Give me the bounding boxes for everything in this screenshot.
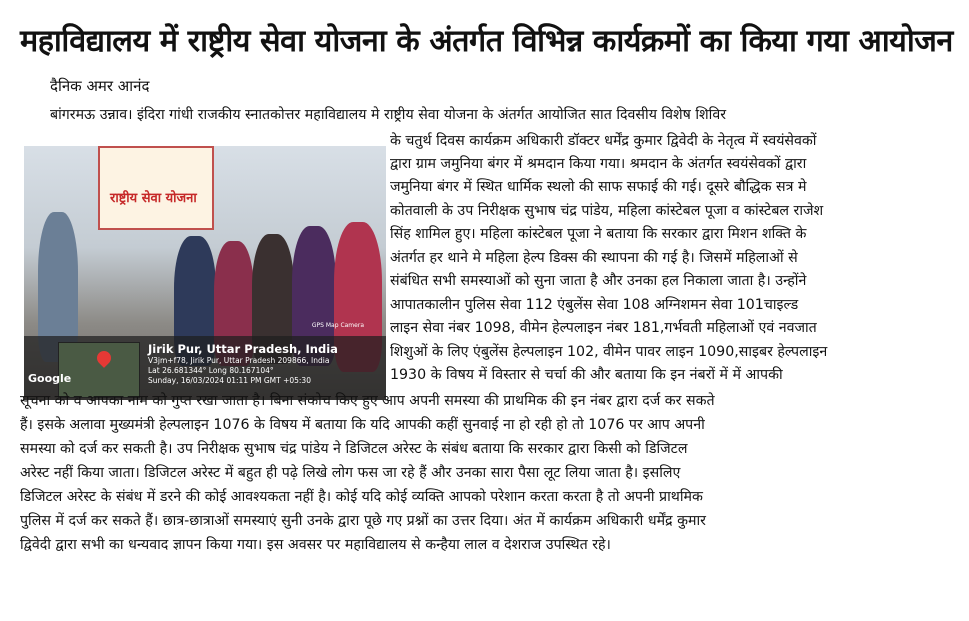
article-line: अरेस्ट नहीं किया जाता। डिजिटल अरेस्ट में बहुत ही पढ़े लिखे लोग फस जा रहे हैं और उनका सारा पैसा लूट लिया जाता है। इसलिए bbox=[20, 465, 681, 481]
article-line: समस्या को दर्ज कर सकती है। उप निरीक्षक सुभाष चंद्र पांडेय ने डिजिटल अरेस्ट के संबंध बताया कि सरकार द्वारा किसी को डिजिटल bbox=[20, 441, 688, 457]
article-line: 1930 के विषय में विस्तार से चर्चा की और बताया कि इन नंबरों में में आपकी bbox=[390, 367, 783, 383]
article-line: पुलिस में दर्ज कर सकते हैं। छात्र-छात्राओं समस्याएं सुनी उनके द्वारा पूछे गए प्रश्नों का उत्तर दिया। अंत में कार्यक्रम अधिकारी धर्मेंद्र कुमार bbox=[20, 513, 706, 529]
article-line: डिजिटल अरेस्ट के संबंध में डरने की कोई आवश्यकता नहीं है। कोई यदि कोई व्यक्ति आपको परेशान करता करता है तो अपनी प्राथमिक bbox=[20, 489, 703, 505]
article-line: जमुनिया बंगर में स्थित धार्मिक स्थलो की साफ सफाई की गई। दूसरे बौद्धिक सत्र मे bbox=[390, 179, 807, 195]
article-line: लाइन सेवा नंबर 1098, वीमेन हेल्पलाइन नंबर 181,गर्भवती महिलाओं एवं नवजात bbox=[390, 320, 817, 336]
geotag-location: Jirik Pur, Uttar Pradesh, India bbox=[148, 342, 338, 356]
headline: महाविद्यालय में राष्ट्रीय सेवा योजना के अंतर्गत विभिन्न कार्यक्रमों का किया गया आयोजन bbox=[20, 24, 953, 59]
location-pin-icon bbox=[94, 348, 114, 368]
gps-tag: GPS Map Camera bbox=[311, 322, 364, 329]
article-line: अंतर्गत हर थाने मे महिला हेल्प डिक्स की स्थापना की गई है। जिसमें महिलाओं से bbox=[390, 250, 798, 266]
geotag-coords: Lat 26.681344° Long 80.167104° bbox=[148, 366, 274, 375]
geotag-address: V3jm+f78, Jirik Pur, Uttar Pradesh 209866, India bbox=[148, 356, 330, 365]
nss-banner bbox=[98, 146, 214, 230]
article-line: द्वारा ग्राम जमुनिया बंगर में श्रमदान किया गया। श्रमदान के अंतर्गत स्वयंसेवकों द्वारा bbox=[390, 156, 807, 172]
article-line: सूचना को व आपका नाम को गुप्त रखा जाता है। बिना संकोच किए हुए आप अपनी समस्या की प्राथमिक की इन नंबर द्वारा दर्ज कर सकते bbox=[20, 393, 715, 409]
article-line: सिंह शामिल हुए। महिला कांस्टेबल पूजा ने बताया कि सरकार द्वारा मिशन शक्ति के bbox=[390, 226, 807, 242]
byline: दैनिक अमर आनंद bbox=[50, 77, 150, 95]
article-line: हैं। इसके अलावा मुख्यमंत्री हेल्पलाइन 1076 के विषय में बताया कि यदि आपकी कहीं सुनवाई ना हो रही हो तो 1076 पर आप अपनी bbox=[20, 417, 705, 433]
article-line: द्विवेदी द्वारा सभी का धन्यवाद ज्ञापन किया गया। इस अवसर पर महाविद्यालय से कन्हैया लाल व देशराज उपस्थित रहे। bbox=[20, 537, 611, 553]
geotag-datetime: Sunday, 16/03/2024 01:11 PM GMT +05:30 bbox=[148, 376, 311, 385]
article-line: के चतुर्थ दिवस कार्यक्रम अधिकारी डॉक्टर धर्मेंद्र कुमार द्विवेदी के नेतृत्व में स्वयंसेवकों bbox=[390, 133, 817, 149]
article-line: शिशुओं के लिए एंबुलेंस हेल्पलाइन 102, वीमेन पावर लाइन 1090,साइबर हेल्पलाइन bbox=[390, 344, 828, 360]
event-photo bbox=[24, 146, 386, 400]
article-line: आपातकालीन पुलिस सेवा 112 एंबुलेंस सेवा 108 अग्निशमन सेवा 101चाइल्ड bbox=[390, 297, 799, 313]
map-label: Google bbox=[28, 372, 72, 385]
article-line: बांगरमऊ उन्नाव। इंदिरा गांधी राजकीय स्नातकोत्तर महाविद्यालय मे राष्ट्रीय सेवा योजना के अंतर्गत आयोजित सात दिवसीय विशेष शिविर bbox=[50, 107, 727, 123]
article-line: कोतवाली के उप निरीक्षक सुभाष चंद्र पांडेय, महिला कांस्टेबल पूजा व कांस्टेबल राजेश bbox=[390, 203, 824, 219]
banner-title: राष्ट्रीय सेवा योजना bbox=[110, 191, 197, 206]
geotag-text bbox=[148, 342, 338, 386]
article-line: संबंधित सभी समस्याओं को सुना जाता है और उनका हल निकाला जाता है। उन्होंने bbox=[390, 273, 807, 289]
